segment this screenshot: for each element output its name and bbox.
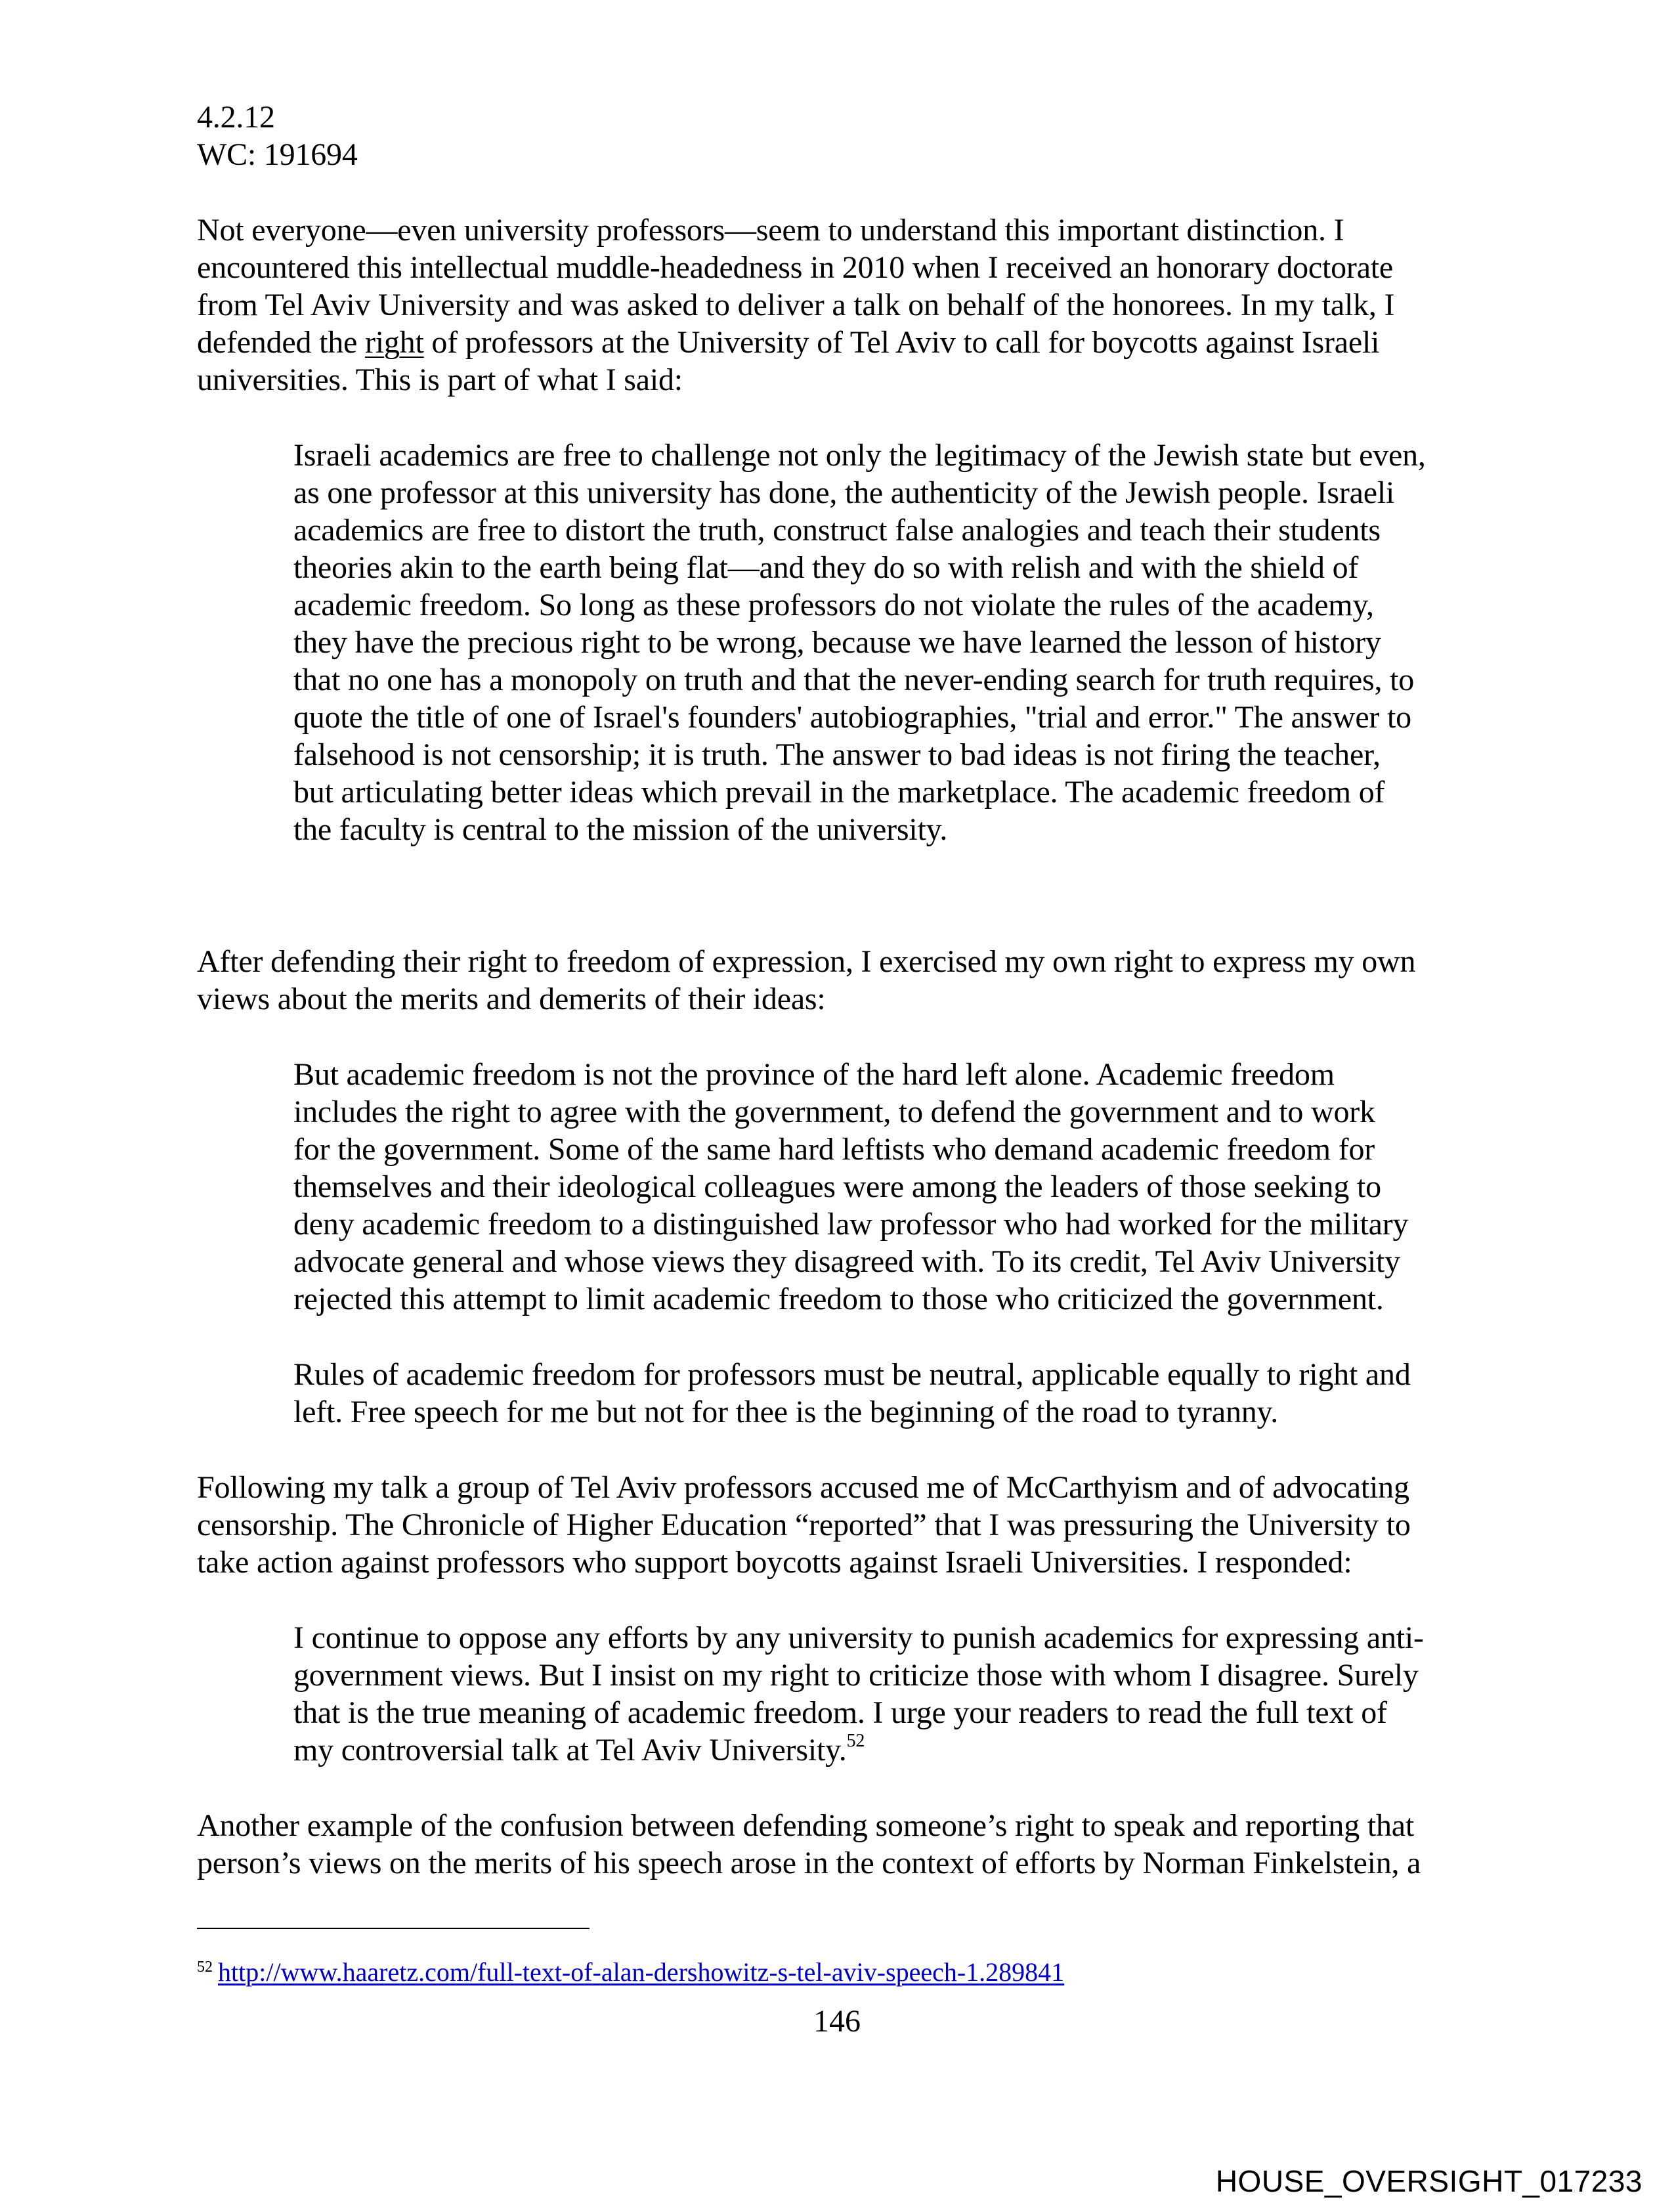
quote-line: advocate general and whose views they disagreed with. To its credit, Tel Aviv University: [293, 1244, 1400, 1279]
paragraph-line: Following my talk a group of Tel Aviv professors accused me of McCarthyism and of advocating: [197, 1470, 1409, 1505]
quote-line: that is the true meaning of academic freedom. I urge your readers to read the full text of: [293, 1695, 1387, 1730]
quote-line: Israeli academics are free to challenge not only the legitimacy of the Jewish state but even,: [293, 438, 1426, 473]
paragraph-line: Not everyone—even university professors—seem to understand this important distinction. I: [197, 213, 1344, 248]
footnote-number: 52: [197, 1959, 213, 1976]
paragraph-line: censorship. The Chronicle of Higher Education “reported” that I was pressuring the University to: [197, 1507, 1411, 1542]
quote-line: left. Free speech for me but not for thee is the beginning of the road to tyranny.: [293, 1395, 1279, 1429]
paragraph-line: encountered this intellectual muddle-headedness in 2010 when I received an honorary doctorate: [197, 250, 1394, 285]
quote-line: deny academic freedom to a distinguished law professor who had worked for the military: [293, 1207, 1409, 1242]
text-run: my controversial talk at Tel Aviv University.: [293, 1733, 847, 1767]
quote-line: quote the title of one of Israel's founders' autobiographies, "trial and error." The answer to: [293, 700, 1411, 735]
quote-line: that no one has a monopoly on truth and that the never-ending search for truth requires, to: [293, 662, 1415, 697]
quote-line: but articulating better ideas which prevail in the marketplace. The academic freedom of: [293, 775, 1385, 810]
paragraph-line: take action against professors who support boycotts against Israeli Universities. I responded:: [197, 1545, 1352, 1580]
quote-line: themselves and their ideological colleagues were among the leaders of those seeking to: [293, 1169, 1381, 1204]
header-date: 4.2.12: [197, 100, 275, 135]
text-run: defended the: [197, 325, 365, 360]
underlined-word-right: right: [364, 325, 424, 360]
quote-line: includes the right to agree with the government, to defend the government and to work: [293, 1095, 1375, 1129]
text-run: of professors at the University of Tel Aviv to call for boycotts against Israeli: [423, 325, 1380, 360]
quote-line: I continue to oppose any efforts by any university to punish academics for expressing anti-: [293, 1620, 1424, 1655]
quote-line: theories akin to the earth being flat—and they do so with relish and with the shield of: [293, 550, 1359, 585]
quote-line: the faculty is central to the mission of the university.: [293, 812, 948, 847]
quote-line: rejected this attempt to limit academic freedom to those who criticized the government.: [293, 1282, 1384, 1316]
footnote-link[interactable]: http://www.haaretz.com/full-text-of-alan-dershowitz-s-tel-aviv-speech-1.289841: [218, 1957, 1065, 1987]
page-number: 146: [813, 2004, 861, 2039]
quote-line: But academic freedom is not the province of the hard left alone. Academic freedom: [293, 1057, 1335, 1092]
quote-line: academic freedom. So long as these professors do not violate the rules of the academy,: [293, 588, 1374, 622]
quote-line: as one professor at this university has done, the authenticity of the Jewish people. Israeli: [293, 475, 1395, 510]
paragraph-line: Another example of the confusion between defending someone’s right to speak and reporting that: [197, 1808, 1414, 1843]
quote-line: falsehood is not censorship; it is truth. The answer to bad ideas is not firing the teacher,: [293, 737, 1381, 772]
paragraph-line: universities. This is part of what I said:: [197, 362, 683, 397]
quote-line: they have the precious right to be wrong, because we have learned the lesson of history: [293, 625, 1381, 660]
paragraph-line: views about the merits and demerits of their ideas:: [197, 982, 826, 1016]
quote-line: [293, 1731, 865, 1769]
footnote-52: [197, 1957, 1064, 1992]
paragraph-line: from Tel Aviv University and was asked to deliver a talk on behalf of the honorees. In my talk, I: [197, 288, 1395, 322]
paragraph-line: [197, 324, 1379, 361]
footnote-reference[interactable]: 52: [846, 1731, 865, 1751]
quote-line: Rules of academic freedom for professors must be neutral, applicable equally to right and: [293, 1357, 1411, 1392]
bates-number: HOUSE_OVERSIGHT_017233: [1215, 2164, 1642, 2198]
paragraph-line: After defending their right to freedom of expression, I exercised my own right to express my own: [197, 944, 1416, 979]
quote-line: academics are free to distort the truth, construct false analogies and teach their students: [293, 513, 1381, 548]
quote-line: for the government. Some of the same hard leftists who demand academic freedom for: [293, 1132, 1375, 1167]
header-word-count: WC: 191694: [197, 137, 358, 172]
footnote-separator: [197, 1928, 590, 1929]
quote-line: government views. But I insist on my right to criticize those with whom I disagree. Surely: [293, 1658, 1419, 1693]
paragraph-line: person’s views on the merits of his speech arose in the context of efforts by Norman Finkelstein, a: [197, 1846, 1421, 1880]
